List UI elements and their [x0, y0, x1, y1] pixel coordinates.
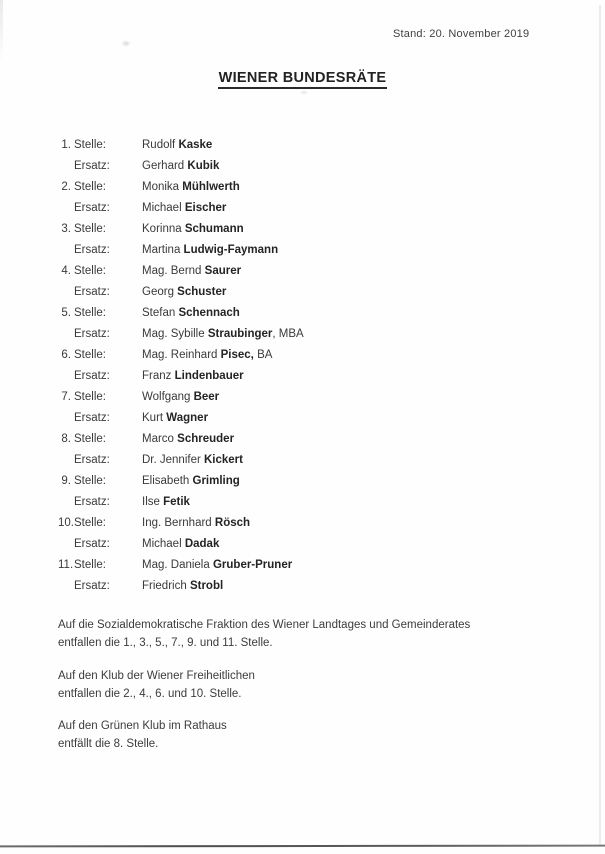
roster-row: [58, 345, 304, 366]
note-line: entfallen die 1., 3., 5., 7., 9. und 11. Stelle.: [58, 637, 273, 649]
person-firstname: Wolfgang: [142, 391, 194, 403]
roster-row: [58, 219, 304, 240]
person-name: [142, 135, 212, 156]
person-name: [142, 303, 240, 324]
position-label: Stelle:: [74, 349, 106, 361]
person-firstname: Michael: [142, 202, 185, 214]
position-label: Ersatz:: [74, 370, 110, 382]
roster-row: [58, 534, 304, 555]
position-number: 4.: [61, 265, 71, 277]
person-name: [142, 366, 244, 387]
person-surname: Grimling: [192, 475, 240, 487]
note-line: Auf die Sozialdemokratische Fraktion des Wiener Landtages und Gemeinderates: [58, 619, 471, 631]
position-label: Ersatz:: [74, 496, 110, 508]
person-firstname: Friedrich: [142, 580, 190, 592]
person-firstname: Ing. Bernhard: [142, 517, 215, 529]
person-surname: Kaske: [178, 139, 213, 151]
position-number: 10.: [58, 517, 74, 529]
person-name: [142, 534, 219, 555]
person-surname: Beer: [193, 391, 220, 403]
scan-smudge-artifact: [300, 90, 308, 95]
roster-row: [58, 324, 304, 345]
roster-row: [58, 408, 304, 429]
roster-row: [58, 576, 304, 597]
scan-edge-bottom-artifact: [0, 845, 605, 848]
person-surname: Schuster: [177, 286, 227, 298]
person-firstname: Mag. Bernd: [142, 265, 205, 277]
person-suffix: , MBA: [272, 328, 304, 340]
person-firstname: Kurt: [142, 412, 167, 424]
roster-row: [58, 471, 304, 492]
person-name: [142, 387, 219, 408]
roster-row: [58, 513, 304, 534]
position-label: Ersatz:: [74, 202, 110, 214]
roster-row: [58, 492, 304, 513]
position-label: Stelle:: [74, 433, 106, 445]
person-name: [142, 450, 243, 471]
roster-row: [58, 450, 304, 471]
roster-row: [58, 156, 304, 177]
person-name: [142, 219, 244, 240]
person-name: [142, 177, 240, 198]
person-name: [142, 156, 219, 177]
position-label: Stelle:: [74, 391, 106, 403]
roster-row: [58, 387, 304, 408]
person-surname: Mühlwerth: [182, 181, 240, 193]
person-name: [142, 408, 208, 429]
person-firstname: Franz: [142, 370, 175, 382]
person-surname: Rösch: [214, 517, 251, 529]
position-number: 1.: [61, 139, 71, 151]
person-firstname: Michael: [142, 538, 185, 550]
position-label: Ersatz:: [74, 580, 110, 592]
stand-date-line: Stand: 20. November 2019: [393, 28, 530, 40]
person-surname: Kickert: [204, 454, 243, 466]
position-label: Stelle:: [74, 307, 106, 319]
person-surname: Eischer: [184, 202, 227, 214]
scan-edge-right-artifact: [599, 5, 601, 845]
person-firstname: Marco: [142, 433, 178, 445]
person-surname: Schreuder: [177, 433, 235, 445]
position-label: Ersatz:: [74, 538, 110, 550]
position-number: 6.: [61, 349, 71, 361]
roster-row: [58, 555, 304, 576]
roster-row: [58, 135, 304, 156]
roster-row: [58, 240, 304, 261]
note-paragraph: [58, 717, 558, 753]
position-number: 3.: [61, 223, 71, 235]
position-label: Ersatz:: [74, 328, 110, 340]
roster-row: [58, 282, 304, 303]
person-surname: Ludwig-Faymann: [183, 244, 279, 256]
person-surname: Schumann: [184, 223, 244, 235]
person-surname: Wagner: [166, 412, 209, 424]
position-label: Ersatz:: [74, 244, 110, 256]
position-label: Stelle:: [74, 223, 106, 235]
position-label: Stelle:: [74, 559, 106, 571]
position-label: Ersatz:: [74, 286, 110, 298]
roster-row: [58, 177, 304, 198]
person-firstname: Elisabeth: [142, 475, 193, 487]
roster-row: [58, 366, 304, 387]
position-number: 11.: [58, 559, 74, 571]
person-surname: Saurer: [204, 265, 242, 277]
note-line: entfällt die 8. Stelle.: [58, 738, 159, 750]
person-name: [142, 345, 272, 366]
person-suffix: BA: [253, 349, 273, 361]
person-name: [142, 513, 250, 534]
note-line: Auf den Klub der Wiener Freiheitlichen: [58, 669, 255, 682]
note-paragraph: [58, 616, 558, 652]
roster-row: [58, 198, 304, 219]
person-name: [142, 555, 292, 576]
position-label: Ersatz:: [74, 412, 110, 424]
note-line: Auf den Grünen Klub im Rathaus: [58, 720, 227, 732]
person-firstname: Mag. Reinhard: [142, 349, 221, 361]
person-firstname: Rudolf: [142, 139, 179, 151]
person-firstname: Gerhard: [142, 160, 188, 172]
roster-row: [58, 261, 304, 282]
person-firstname: Ilse: [142, 496, 164, 508]
person-name: [142, 471, 240, 492]
person-surname: Dadak: [184, 538, 220, 550]
person-surname: Fetik: [163, 496, 190, 508]
roster-row: [58, 429, 304, 450]
position-label: Stelle:: [74, 475, 106, 487]
person-name: [142, 240, 278, 261]
person-firstname: Dr. Jennifer: [142, 454, 204, 466]
title-wrapper: [0, 69, 605, 89]
roster-row: [58, 303, 304, 324]
person-firstname: Monika: [142, 181, 183, 193]
note-paragraph: [58, 667, 558, 703]
roster-list: [58, 135, 304, 597]
person-name: [142, 282, 226, 303]
person-name: [142, 576, 223, 597]
scan-edge-left-artifact: [0, 0, 3, 62]
person-firstname: Stefan: [142, 307, 179, 319]
position-label: Ersatz:: [74, 454, 110, 466]
position-label: Ersatz:: [74, 160, 110, 172]
position-number: 9.: [61, 475, 71, 487]
position-number: 8.: [61, 433, 71, 445]
person-firstname: Martina: [142, 244, 184, 256]
scan-smudge-artifact: [121, 40, 131, 47]
person-firstname: Korinna: [142, 223, 185, 235]
position-label: Stelle:: [74, 517, 106, 529]
note-line: entfallen die 2., 4., 6. und 10. Stelle.: [58, 687, 242, 700]
person-name: [142, 198, 226, 219]
position-label: Stelle:: [74, 265, 106, 277]
notes: [58, 616, 558, 768]
person-surname: Lindenbauer: [174, 370, 244, 382]
position-label: Stelle:: [74, 139, 106, 151]
person-surname: Strobl: [189, 580, 224, 592]
person-surname: Kubik: [187, 160, 220, 172]
person-name: [142, 492, 190, 513]
page-title: WIENER BUNDESRÄTE: [218, 70, 388, 89]
position-label: Stelle:: [74, 181, 106, 193]
person-surname: Straubinger: [207, 328, 273, 340]
position-number: 7.: [61, 391, 71, 403]
person-firstname: Mag. Sybille: [142, 328, 208, 340]
person-name: [142, 261, 241, 282]
person-firstname: Mag. Daniela: [142, 559, 213, 571]
person-surname: Schennach: [178, 307, 240, 319]
position-number: 2.: [61, 181, 71, 193]
person-name: [142, 324, 304, 345]
person-name: [142, 429, 234, 450]
person-firstname: Georg: [142, 286, 178, 298]
person-surname: Pisec,: [220, 349, 254, 361]
position-number: 5.: [61, 307, 71, 319]
person-surname: Gruber-Pruner: [212, 559, 293, 571]
